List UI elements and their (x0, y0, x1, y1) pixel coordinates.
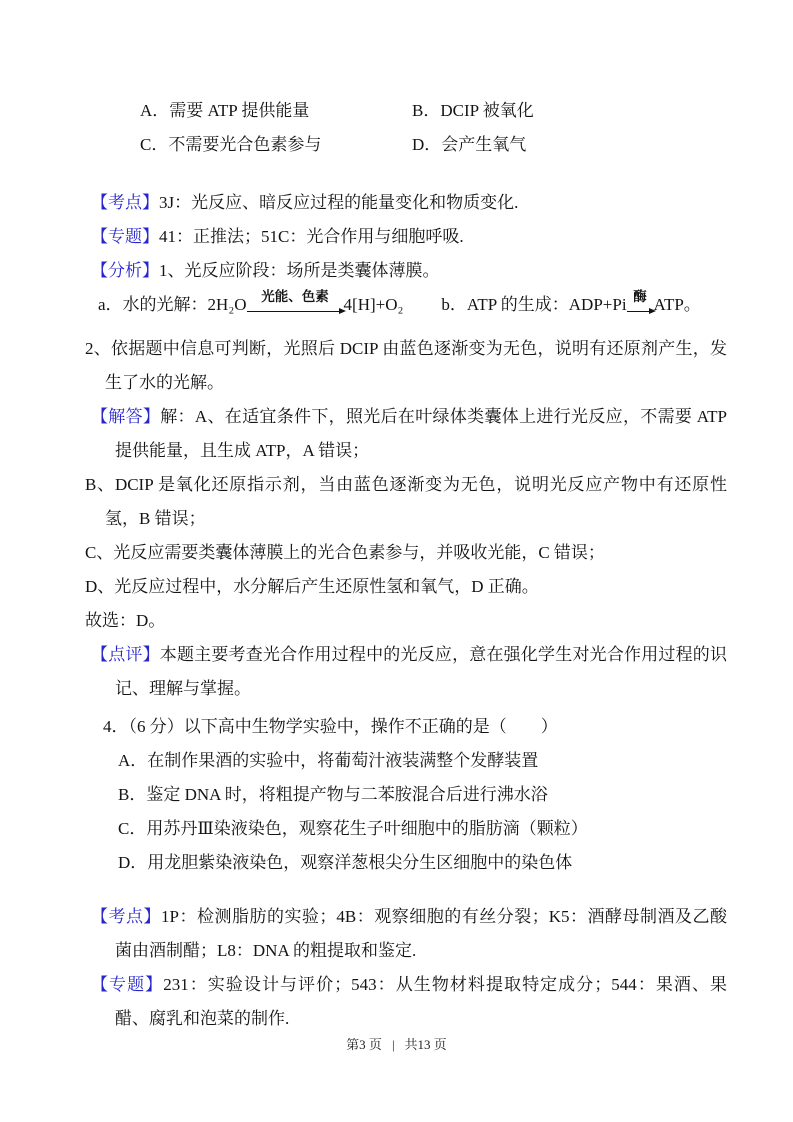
photolysis-equation-line (98, 288, 727, 322)
q3-zhuanti-line (91, 220, 727, 254)
reaction-arrow-icon (247, 289, 344, 312)
q3-jieda-line (91, 400, 727, 468)
q3-jieda-b: B、DCIP 是氧化还原指示剂，当由蓝色逐渐变为无色，说明光反应产物中有还原性氢，B 错误； (85, 475, 727, 528)
zhuanti-tag: 【专题】 (91, 975, 164, 994)
q3-option-a (140, 94, 412, 128)
zhuanti-tag: 【专题】 (91, 227, 159, 246)
q3-option-b (412, 94, 727, 128)
q4-stem: 4．（6 分）以下高中生物学实验中，操作不正确的是（ ） (103, 717, 558, 736)
q3-options-row-2 (140, 128, 727, 162)
fenxi-text: 1、光反应阶段：场所是类囊体薄膜。 (159, 261, 440, 280)
footer-page-total: 共13 页 (404, 1037, 447, 1052)
arrow-line (627, 303, 654, 312)
footer-page-current: 第3 页 (346, 1037, 382, 1052)
fenxi-tag: 【分析】 (91, 261, 159, 280)
q3-option-c-label: C． (140, 135, 169, 154)
q3-fenxi-point2: 2、依据题中信息可判断，光照后 DCIP 由蓝色逐渐变为无色，说明有还原剂产生，发生了水的光解。 (85, 339, 727, 392)
page-footer (0, 1036, 793, 1054)
equation-a-prefix: a．水的光解：2H₂O (98, 295, 247, 314)
q4-option-c: C．用苏丹Ⅲ染液染色，观察花生子叶细胞中的脂肪滴（颗粒） (118, 819, 588, 838)
q3-option-d-label: D． (412, 135, 442, 154)
q3-option-b-text: DCIP 被氧化 (440, 101, 534, 120)
q3-options (140, 94, 727, 162)
kaodian-tag: 【考点】 (91, 907, 161, 926)
q3-option-b-label: B． (412, 101, 441, 120)
q3-option-a-text: 需要 ATP 提供能量 (169, 101, 310, 120)
q3-option-c (140, 128, 412, 162)
q4-kaodian-line (91, 900, 727, 968)
q4-option-d: D．用龙胆紫染液染色，观察洋葱根尖分生区细胞中的染色体 (118, 853, 573, 872)
q3-dianping-line (91, 638, 727, 706)
kaodian-text: 3J：光反应、暗反应过程的能量变化和物质变化. (159, 193, 519, 212)
q3-jieda-d: D、光反应过程中，水分解后产生还原性氢和氧气，D 正确。 (85, 577, 539, 596)
q4-option-a: A．在制作果酒的实验中，将葡萄汁液装满整个发酵装置 (118, 751, 539, 770)
q3-option-d-text: 会产生氧气 (441, 135, 527, 154)
q4-option-b: B．鉴定 DNA 时，将粗提产物与二苯胺混合后进行沸水浴 (118, 785, 548, 804)
equation-b-arrow-label: 酶 (633, 289, 647, 304)
equation-b-prefix: b．ATP 的生成：ADP+Pi (441, 295, 627, 314)
q3-fenxi-line (91, 254, 727, 288)
footer-divider: | (391, 1037, 395, 1052)
dianping-text: 本题主要考查光合作用过程中的光反应，意在强化学生对光合作用过程的识记、理解与掌握。 (115, 645, 728, 698)
kaodian-text: 1P：检测脂肪的实验；4B：观察细胞的有丝分裂；K5：酒酵母制酒及乙酸菌由酒制醋；L8：DNA 的粗提取和鉴定. (115, 907, 728, 960)
q3-jieda-c: C、光反应需要类囊体薄膜上的光合色素参与，并吸收光能，C 错误； (85, 543, 605, 562)
equation-b-products: ATP。 (653, 295, 701, 314)
zhuanti-text: 231：实验设计与评价；543：从生物材料提取特定成分；544：果酒、果醋、腐乳和泡菜的制作. (115, 975, 728, 1028)
reaction-arrow-icon (627, 289, 654, 312)
q4-zhuanti-line (91, 968, 727, 1036)
equation-a-products: 4[H]+O₂ (343, 295, 404, 314)
dianping-tag: 【点评】 (91, 645, 160, 664)
q3-option-c-text: 不需要光合色素参与 (168, 135, 322, 154)
kaodian-tag: 【考点】 (91, 193, 159, 212)
zhuanti-text: 41：正推法；51C：光合作用与细胞呼吸. (159, 227, 464, 246)
equation-a-arrow-label: 光能、色素 (261, 289, 329, 304)
jieda-text: 解：A、在适宜条件下，照光后在叶绿体类囊体上进行光反应，不需要 ATP 提供能量，且生成 ATP，A 错误； (115, 407, 727, 460)
arrow-line (247, 303, 344, 312)
q3-options-row-1 (140, 94, 727, 128)
jieda-tag: 【解答】 (91, 407, 161, 426)
q3-answer-line: 故选：D。 (85, 611, 166, 630)
q3-kaodian-line (91, 186, 727, 220)
q3-option-d (412, 128, 727, 162)
q3-option-a-label: A． (140, 101, 170, 120)
